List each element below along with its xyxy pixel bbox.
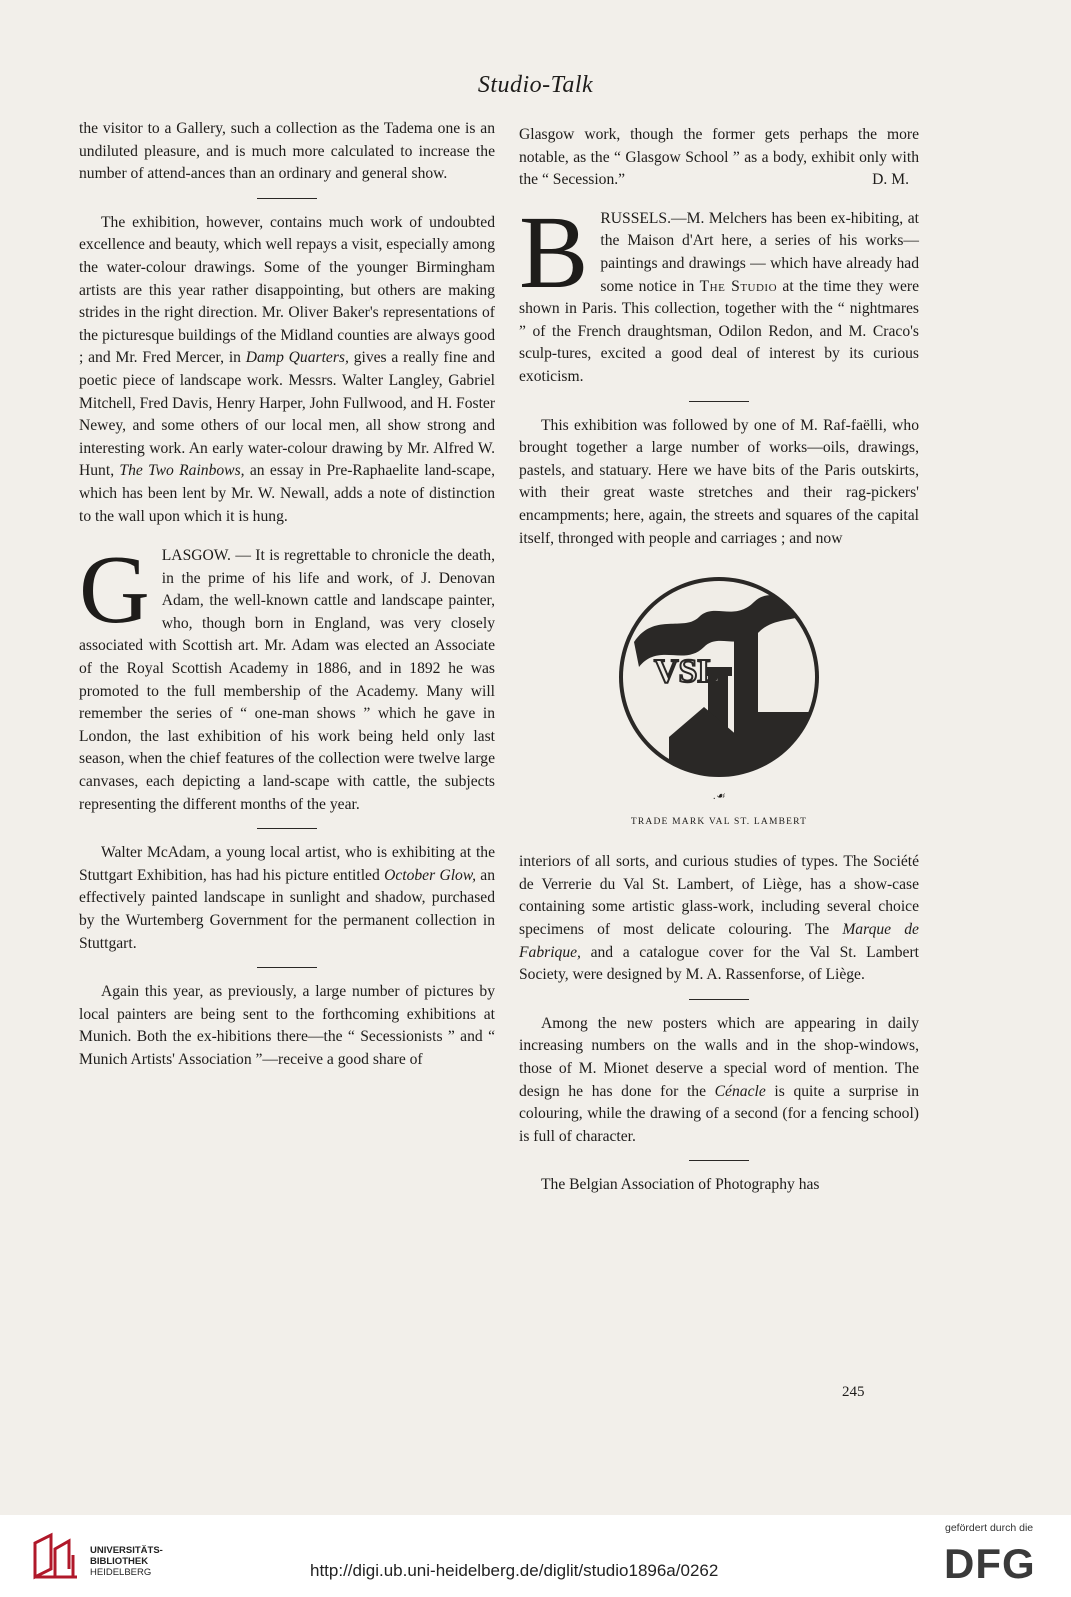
val-st-lambert-trademark-image	[614, 572, 824, 782]
page-number: 245	[842, 1384, 865, 1400]
section-divider	[257, 828, 317, 829]
svg-text:DFG: DFG	[944, 1540, 1036, 1584]
section-divider	[689, 1160, 749, 1161]
paragraph: This exhibition was followed by one of M. Raf-faëlli, who brought together a large number of works—oils, drawings, pastels, and statuary. Here we have bits of the Paris outskirts, with their great waste stretches and their rag-pickers' encampments; here, again, the streets and squares of the capital itself, thronged with people and carriages ; and now	[519, 416, 919, 547]
drop-cap: G	[79, 536, 150, 645]
brussels-paragraph: BRUSSELS.—M. Melchers has been ex-hibiting, at the Maison d'Art here, a series of his works—paintings and drawings — which have already had some notice in The Studio at the time they were shown in Paris. This collection, together with the “ nightmares ” of the French draughtsman, Odilon Redon, and M. Craco's sculp-tures, excited a good deal of interest by its curious exoticism.	[519, 194, 920, 385]
figure-caption: TRADE MARK VAL ST. LAMBERT	[630, 816, 808, 827]
university-library-logo-icon	[29, 1529, 83, 1583]
source-url-link[interactable]: http://digi.ub.uni-heidelberg.de/diglit/studio1896a/0262	[310, 1561, 719, 1580]
paragraph: Among the new posters which are appearing in daily increasing numbers on the walls and in the shop-windows, those of M. Mionet deserve a special word of mention. The design he has done for the Cénacle is quite a surprise in colouring, while the drawing of a second (for a fencing school) is full of character.	[519, 1014, 919, 1145]
running-head: Studio-Talk	[477, 72, 594, 98]
author-signature: D. M.	[872, 171, 909, 189]
library-name: UNIVERSITÄTS- BIBLIOTHEK HEIDELBERG	[90, 1545, 163, 1578]
artwork-title: Marque de Fabrique,	[519, 921, 919, 961]
artwork-title: The Two Rainbows,	[119, 462, 245, 480]
glasgow-paragraph: GLASGOW. — It is regrettable to chronicle the death, in the prime of his life and work, of J. Denovan Adam, the well-known cattle and landscape painter, who, though born in England, was very closely associated with Scottish art. Mr. Adam was elected an Associate of the Royal Scottish Academy in 1886, and in 1892 he was promoted to the full membership of the Academy. Many will remember the series of “ one-man shows ” which he gave in London, the last exhibition of his work being held only last season, when the chief features of the collection were twelve large canvases, each depicting a land-scape with cattle, the subjects representing the different months of the year.	[79, 536, 495, 813]
dfg-logo-icon	[944, 1540, 1044, 1584]
section-divider	[689, 401, 749, 402]
paragraph: Glasgow work, though the former gets perhaps the more notable, as the “ Glasgow School ” as a body, exhibit only with the “ Secession.” D. M.	[519, 124, 919, 192]
trademark-figure	[519, 572, 919, 833]
paragraph: The exhibition, however, contains much work of undoubted excellence and beauty, which well repays a visit, especially among the water-colour drawings. Some of the younger Birmingham artists are this year rather disappointing, but others are making strides in the right direction. Mr. Oliver Baker's representations of the picturesque buildings of the Midland counties are always good ; and Mr. Fred Mercer, in Damp Quarters, gives a really fine and poetic piece of landscape work. Messrs. Walter Langley, Gabriel Mitchell, Fred Davis, Henry Harper, John Fullwood, and H. Foster Newey, and some others of our local men, all show strong and interesting work. An early water-colour drawing by Mr. Alfred W. Hunt, The Two Rainbows, an essay in Pre-Raphaelite land-scape, which has been lent by Mr. W. Newall, adds a note of distinction to the wall upon which it is hung.	[79, 213, 496, 525]
paragraph: The Belgian Association of Photography has	[541, 1176, 820, 1194]
artwork-title: Cénacle	[714, 1082, 766, 1100]
artwork-title: Damp Quarters,	[245, 349, 349, 367]
section-divider	[257, 198, 317, 199]
drop-cap: B	[519, 194, 589, 310]
digitization-footer	[0, 1515, 1071, 1597]
paragraph: the visitor to a Gallery, such a collection as the Tadema one is an undiluted pleasure, and is much more calculated to increase the number of attend-ances than an ordinary and general show.	[79, 120, 495, 183]
vsl-monogram: VSL	[654, 653, 721, 691]
paragraph: Again this year, as previously, a large number of pictures by local painters are being sent to the forthcoming exhibitions at Munich. Both the ex-hibitions there—the “ Secessionists ” and “ Munich Artists' Association ”—receive a good share of	[79, 983, 495, 1068]
section-divider	[689, 999, 749, 1000]
left-column	[79, 118, 495, 1072]
funded-by-label: gefördert durch die	[945, 1522, 1034, 1534]
engraver-monogram: .☙	[713, 791, 725, 803]
magazine-name: The Studio	[699, 277, 778, 295]
paragraph: interiors of all sorts, and curious studies of types. The Société de Verrerie du Val St. Lambert, of Liège, has a show-case containing some artistic glass-work, including several choice specimens of most delicate colouring. The Marque de Fabrique, and a catalogue cover for the Val St. Lambert Society, were designed by M. A. Rassenforse, of Liège.	[519, 853, 919, 984]
right-column	[519, 124, 919, 1197]
artwork-title: October Glow,	[384, 866, 476, 884]
paragraph: Walter McAdam, a young local artist, who is exhibiting at the Stuttgart Exhibition, has had his picture entitled October Glow, an effectively painted landscape in sunlight and shadow, purchased by the Wurtemberg Government for the permanent collection in Stuttgart.	[79, 844, 496, 952]
section-divider	[257, 967, 317, 968]
